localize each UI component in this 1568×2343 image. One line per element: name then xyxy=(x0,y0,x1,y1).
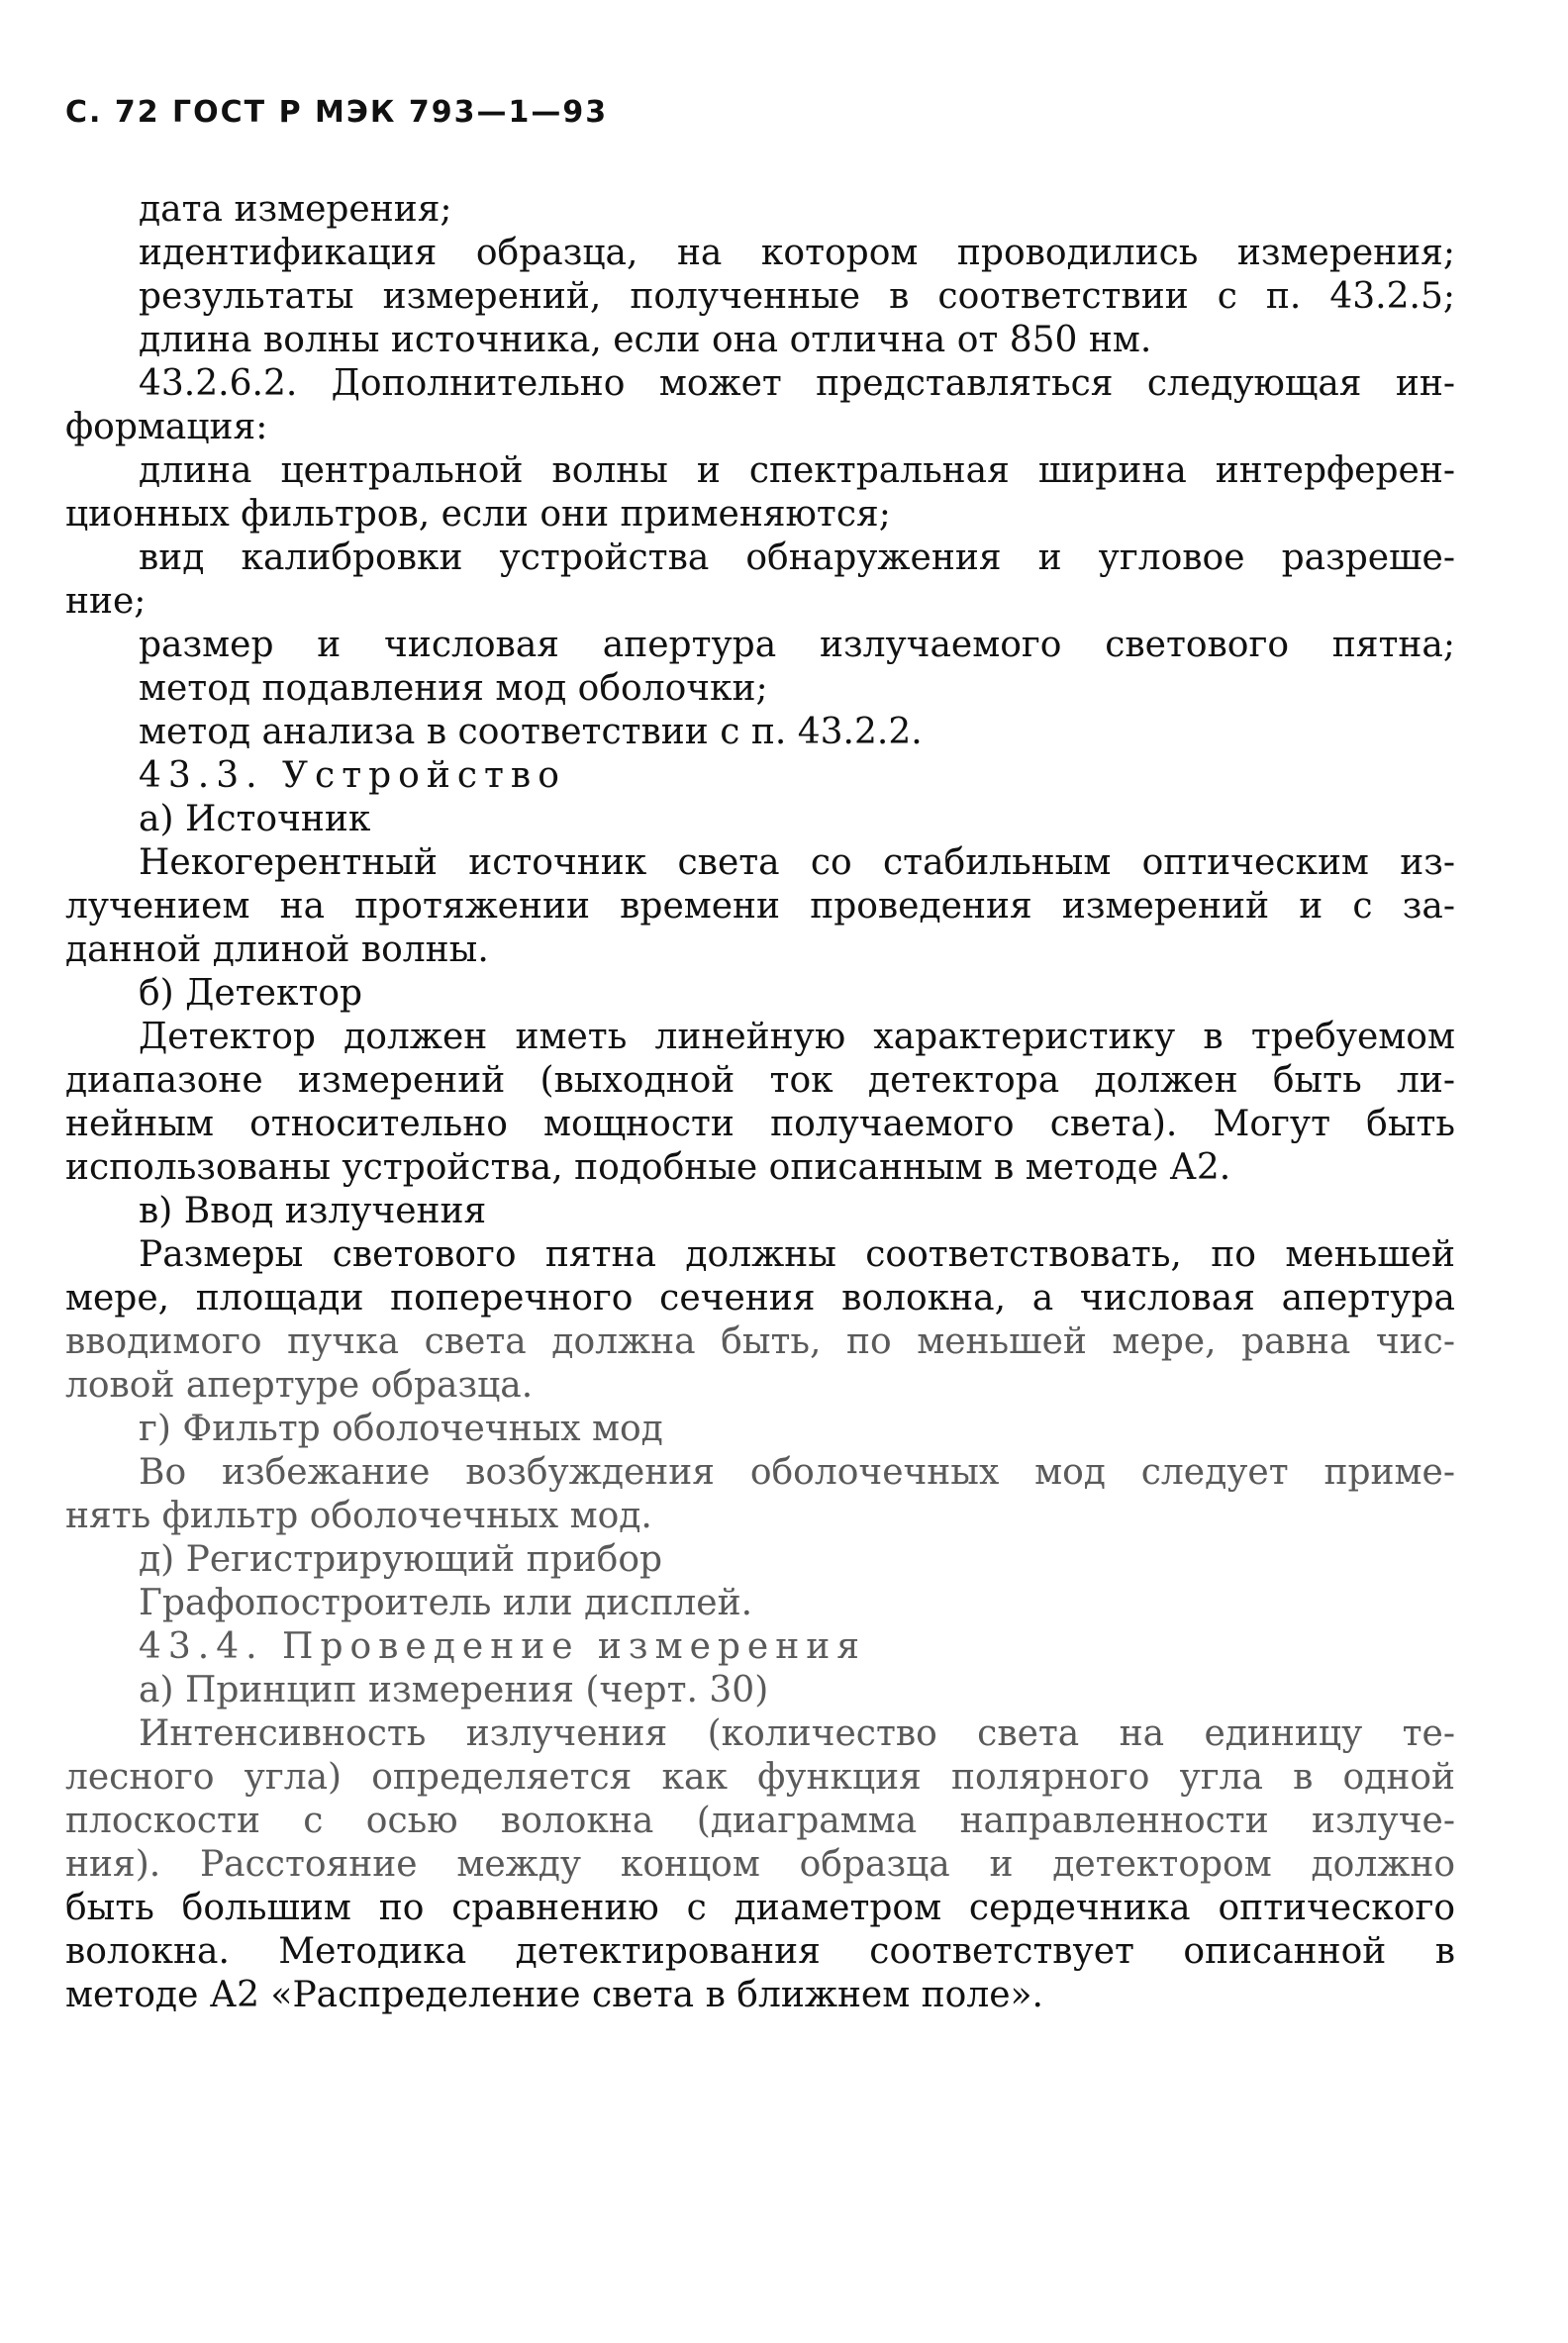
subsection-heading: а) Источник xyxy=(139,799,371,839)
section-heading: 43.4. Проведение измерения xyxy=(139,1626,866,1667)
text-line: дата измерения; xyxy=(139,189,452,230)
text-line: методе А2 «Распределение света в ближнем поле». xyxy=(65,1975,1043,2015)
text-line: ловой апертуре образца. xyxy=(65,1365,534,1406)
text-line: Некогерентный источник света со стабильным оптическим из- xyxy=(139,842,1455,883)
text-line: данной длиной волны. xyxy=(65,929,489,970)
text-line: вид калибровки устройства обнаружения и угловое разреше- xyxy=(139,537,1455,578)
text-line: ния). Расстояние между концом образца и детектором должно xyxy=(65,1844,1455,1885)
text-line: Размеры светового пятна должны соответствовать, по меньшей xyxy=(139,1234,1455,1275)
section-heading: 43.3. Устройство xyxy=(139,755,566,796)
text-line: идентификация образца, на котором проводились измерения; xyxy=(139,233,1455,273)
text-line: лучением на протяжении времени проведения измерений и с за- xyxy=(65,886,1455,927)
text-line: вводимого пучка света должна быть, по меньшей мере, равна чис- xyxy=(65,1321,1455,1362)
text-line: метод подавления мод оболочки; xyxy=(139,668,768,709)
text-line: ние; xyxy=(65,581,147,622)
subsection-heading: б) Детектор xyxy=(139,973,363,1014)
text-line: результаты измерений, полученные в соответствии с п. 43.2.5; xyxy=(139,276,1455,317)
subsection-heading: д) Регистрирующий прибор xyxy=(139,1539,663,1580)
text-line: размер и числовая апертура излучаемого светового пятна; xyxy=(139,625,1455,665)
text-line: Детектор должен иметь линейную характеристику в требуемом xyxy=(139,1017,1455,1057)
text-line: диапазоне измерений (выходной ток детектора должен быть ли- xyxy=(65,1060,1455,1101)
text-line: лесного угла) определяется как функция полярного угла в одной xyxy=(65,1757,1455,1798)
text-line: ционных фильтров, если они применяются; xyxy=(65,494,891,535)
subsection-heading: в) Ввод излучения xyxy=(139,1191,487,1231)
subsection-heading: а) Принцип измерения (черт. 30) xyxy=(139,1670,769,1710)
text-line: Графопостроитель или дисплей. xyxy=(139,1583,753,1623)
page-header: С. 72 ГОСТ Р МЭК 793—1—93 xyxy=(65,95,609,130)
text-line: мере, площади поперечного сечения волокна, а числовая апертура xyxy=(65,1278,1455,1318)
text-line: нейным относительно мощности получаемого света). Могут быть xyxy=(65,1104,1455,1144)
text-line: быть большим по сравнению с диаметром сердечника оптического xyxy=(65,1888,1455,1928)
text-line: длина центральной волны и спектральная ширина интерферен- xyxy=(139,450,1455,491)
text-line: Во избежание возбуждения оболочечных мод следует приме- xyxy=(139,1452,1455,1493)
text-line: Интенсивность излучения (количество света на единицу те- xyxy=(139,1713,1455,1754)
text-line: использованы устройства, подобные описанным в методе А2. xyxy=(65,1147,1231,1188)
text-line: волокна. Методика детектирования соответствует описанной в xyxy=(65,1931,1455,1972)
text-line: 43.2.6.2. Дополнительно может представляться следующая ин- xyxy=(139,363,1455,404)
text-line: метод анализа в соответствии с п. 43.2.2. xyxy=(139,712,923,752)
text-line: формация: xyxy=(65,407,268,447)
subsection-heading: г) Фильтр оболочечных мод xyxy=(139,1409,663,1449)
text-line: длина волны источника, если она отлична от 850 нм. xyxy=(139,320,1152,360)
text-line: нять фильтр оболочечных мод. xyxy=(65,1496,652,1536)
text-line: плоскости с осью волокна (диаграмма направленности излуче- xyxy=(65,1801,1455,1841)
